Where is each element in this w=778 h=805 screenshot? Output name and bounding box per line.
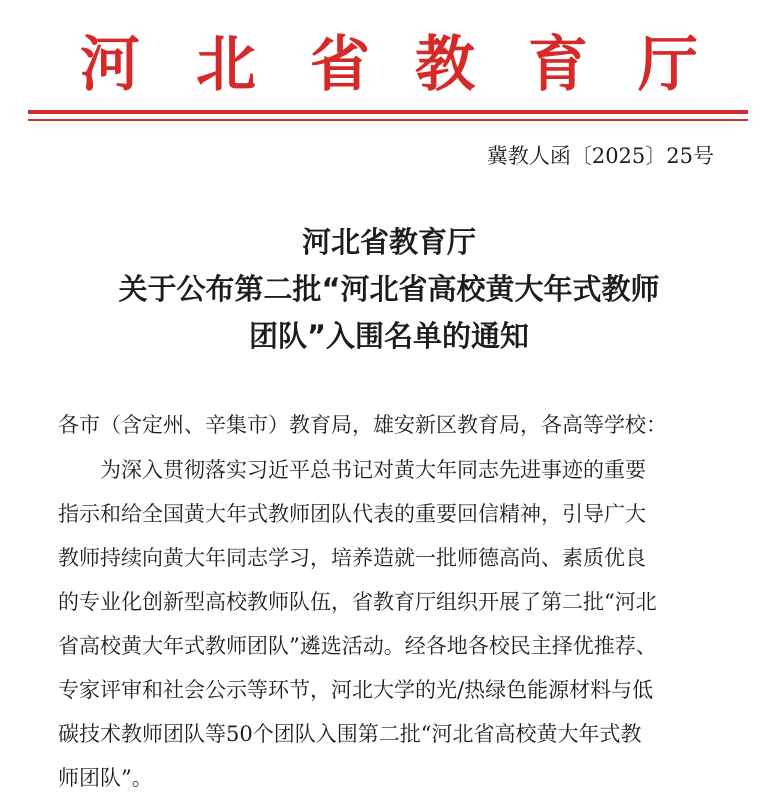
paragraph-line: 省高校黄大年式教师团队”遴选活动。经各地各校民主择优推荐、 (58, 634, 657, 658)
paragraph-line: 碳技术教师团队等50个团队入围第二批“河北省高校黄大年式教 (58, 722, 642, 746)
paragraph-line: 指示和给全国黄大年式教师团队代表的重要回信精神，引导广大 (58, 502, 646, 526)
masthead-thin-rule (28, 119, 748, 121)
document-number: 冀教人函〔2025〕25号 (486, 144, 714, 168)
paragraph-line: 专家评审和社会公示等环节，河北大学的光/热绿色能源材料与低 (58, 678, 654, 702)
paragraph-line: 为深入贯彻落实习近平总书记对黄大年同志先进事迹的重要 (100, 458, 646, 482)
masthead-char: 河 (80, 30, 140, 100)
masthead-char: 北 (196, 30, 256, 100)
masthead-red-rule (28, 110, 748, 114)
title-line-subject: 关于公布第二批“河北省高校黄大年式教师 (118, 272, 660, 306)
paragraph-line: 的专业化创新型高校教师队伍，省教育厅组织开展了第二批“河北 (58, 590, 657, 614)
masthead-title (0, 30, 778, 100)
title-line-subject-cont: 团队”入围名单的通知 (248, 319, 530, 353)
paragraph-line: 师团队”。 (58, 766, 153, 790)
masthead-char: 教 (415, 30, 475, 100)
addressee-line: 各市（含定州、辛集市）教育局，雄安新区教育局，各高等学校： (58, 413, 667, 437)
masthead-char: 省 (310, 30, 370, 100)
title-line-issuer: 河北省教育厅 (301, 225, 476, 259)
paragraph-line: 教师持续向黄大年同志学习，培养造就一批师德高尚、素质优良 (58, 546, 646, 570)
masthead-char: 育 (528, 30, 588, 100)
masthead-char: 厅 (638, 30, 698, 100)
